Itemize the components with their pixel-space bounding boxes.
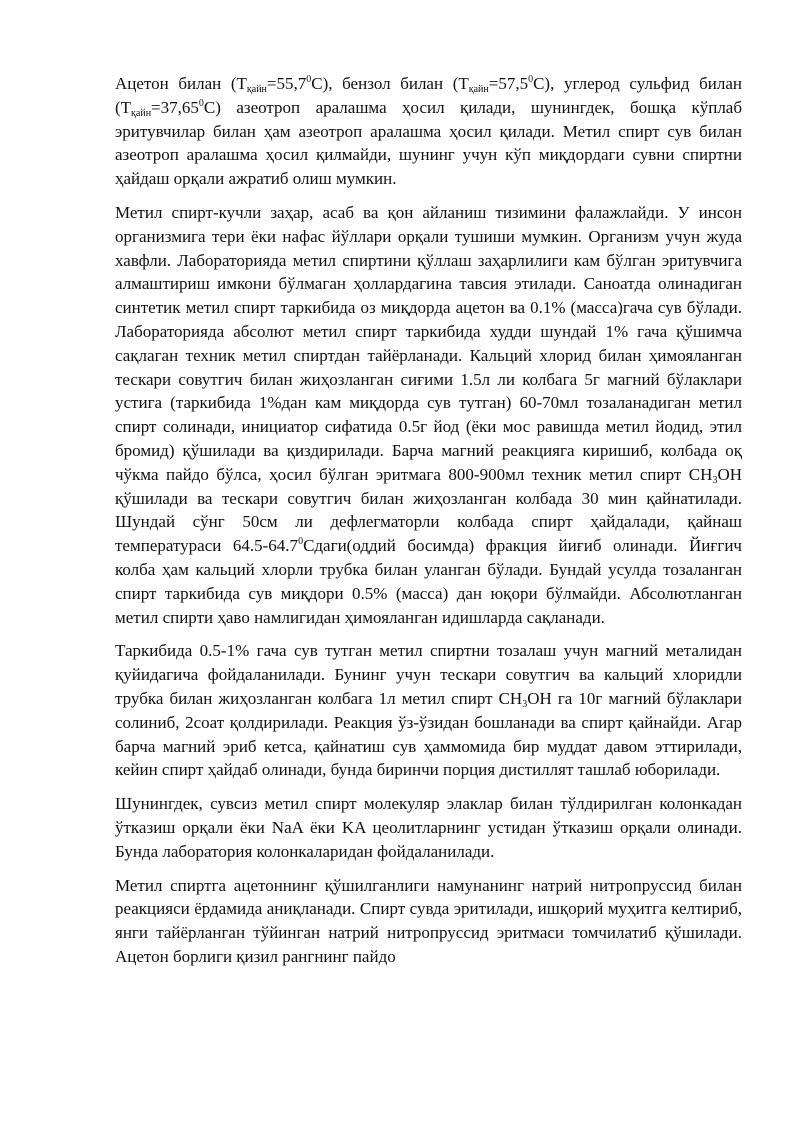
paragraph-toxicity-purification — [115, 201, 742, 629]
text-run: ОН га 10г магний бўлаклари солиниб, 2соат қолдирилади. Реакция ўз-ўзидан бошланади ва спирт қайнайди. Агар барча магний эриб кетса, қайнатиш сув ҳаммомида бир муддат давом эттирилади, кейин спирт ҳайдаб олинади, бунда биринчи порция дистиллят ташлаб юборилади. — [115, 688, 742, 780]
text-run: =57,5 — [488, 74, 529, 93]
paragraph-acetone-test: Метил спиртга ацетоннинг қўшилганлиги намунанинг натрий нитропруссид билан реакцияси ёрдамида аниқланади. Спирт сувда эритилади, ишқорий муҳитга келтириб, янги тайёрланган тўйинган натрий нитропруссид эритмаси томчилатиб қўшилади. Ацетон борлиги қизил рангнинг пайдо — [115, 875, 742, 966]
text-run: Метил спирт-кучли заҳар, асаб ва қон айланиш тизимини фалажлайди. У инсон организмига тери ёки нафас йўллари орқали тушиши мумкин. Организм учун жуда хавфли. Лабораторияда метил спиртини қўллаш заҳарлилиги кам бўлган эритувчига алмаштириш имкони бўлмаган ҳоллардагина тавсия этилади. Саноатда олинадиган синтетик метил спирт таркибида оз миқдорда ацетон ва 0.1% (масса)гача сув бўлади. Лабораторияда абсолют метил спирт таркибида худди шундай 1% гача қўшимча сақлаган техник метил спиртдан тайёрланади. Кальций хлорид билан ҳимояланган тескари совутгич билан жиҳозланган сиғими 1.5л ли колбага 5г магний бўлаклари устига (таркибида 1%дан кам миқдорда сув тутган) 60-70мл тозаланадиган метил спирт солинади, инициатор сифатида 0.5г йод (ёки мос равишда метил йодид, этил бромид) қўшилади ва қиздирилади. Барча магний реакцияга киришиб, колбада оқ чўкма пайдо бўлса, ҳосил бўлган эритмага 800-900мл техник метил спирт СН — [115, 202, 742, 484]
superscript: 0 — [198, 97, 204, 109]
paragraph-molecular-sieves: Шунингдек, сувсиз метил спирт молекуляр элаклар билан тўлдирилган колонкадан ўтказиш орқали ёки NaA ёки KA цеолитларнинг устидан ўтказиш орқали олинади. Бунда лаборатория колонкаларидан фойдаланилади. — [115, 794, 742, 861]
text-run: Таркибида 0.5-1% гача сув тутган метил спиртни тозалаш учун магний металидан қуйидагича фойдаланилади. Бунинг учун тескари совутгич ва кальций хлоридли трубка билан жиҳозланган колбага 1л метил спирт СН — [115, 641, 742, 708]
text-run: =55,7 — [266, 74, 307, 93]
text-run: ОН қўшилади ва тескари совутгич билан жиҳозланган колбада 30 мин қайнатилади. Шундай сўнг 50см ли дефлегматорли колбада спирт ҳайдалади, қайнаш температураси 64.5-64.7 — [115, 464, 742, 556]
superscript: 0 — [306, 74, 312, 85]
text-run: С), бензол билан (Т — [311, 74, 469, 93]
subscript: қайн — [468, 84, 489, 95]
superscript: 0 — [298, 536, 304, 548]
subscript: 3 — [522, 698, 528, 710]
paragraph-magnesium-method — [115, 639, 742, 782]
text-run: =37,65 — [151, 97, 199, 117]
text-run: Ацетон билан (Т — [115, 74, 247, 93]
text-run: С) азеотроп аралашма ҳосил қилади, шунингдек, бошқа кўплаб эритувчилар билан ҳам азеотроп аралашма ҳосил қилади. Метил спирт сув билан азеотроп аралашма ҳосил қилмайди, шунинг учун кўп миқдордаги сувни спиртни ҳайдаш орқали ажратиб олиш мумкин. — [115, 97, 742, 189]
paragraph-azeotrope — [115, 72, 742, 191]
subscript: қайн — [246, 84, 267, 95]
superscript: 0 — [528, 74, 534, 85]
text-run: С), углерод сульфид билан (Т — [115, 74, 742, 117]
subscript: қайн — [131, 107, 152, 119]
subscript: 3 — [712, 474, 718, 486]
text-run: Сдаги(оддий босимда) фракция йиғиб олинади. Йиғгич колба ҳам кальций хлорли трубка билан уланган бўлади. Бундай усулда тозаланган спирт таркибида сув миқдори 0.5% (масса) дан юқори бўлмайди. Абсолютланган метил спирти ҳаво намлигидан ҳимояланган идишларда сақланади. — [115, 536, 742, 627]
